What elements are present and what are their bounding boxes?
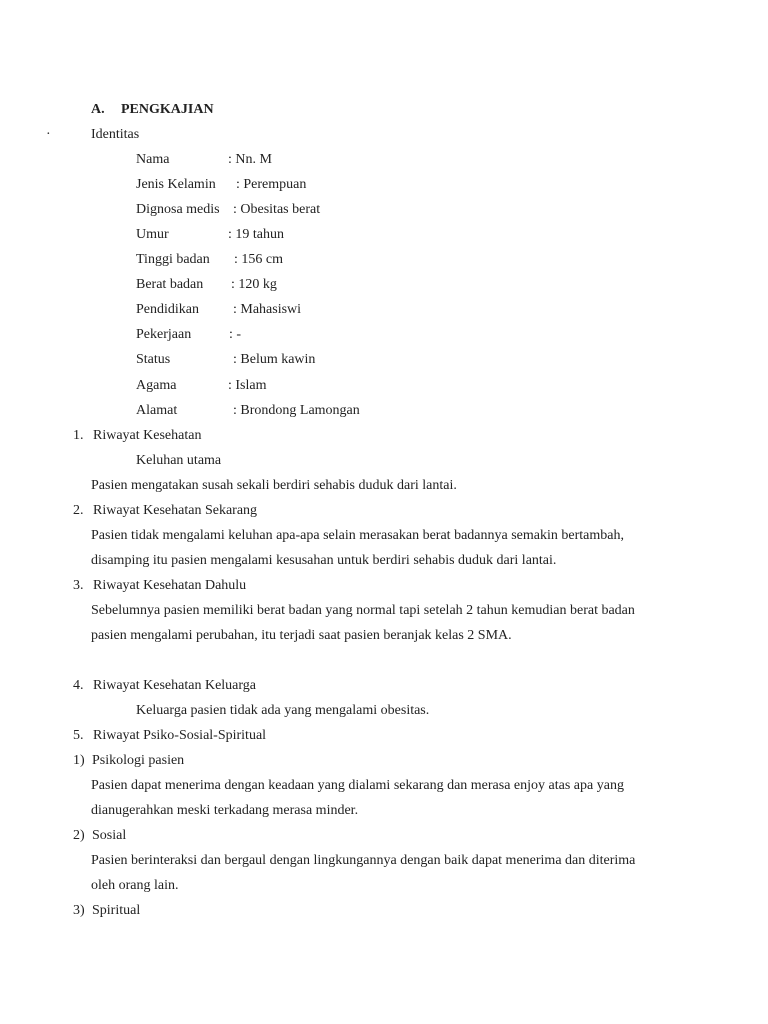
page-title: PENGKAJIAN [121,102,214,117]
section-3-number: 3. [73,578,84,593]
section-2-number: 2. [73,503,84,518]
section-4-title: Riwayat Kesehatan Keluarga [93,678,257,693]
section-4-number: 4. [73,678,84,693]
identitas-label-nama: Nama [136,152,170,167]
identitas-label-pendidikan: Pendidikan [136,302,199,317]
identitas-value-diagnosa: : Obesitas berat [233,202,321,217]
identitas-value-berat-badan: : 120 kg [231,277,277,292]
subsection-3-number: 3) [73,903,85,918]
heading-letter: A. [91,102,105,117]
subsection-2-title: Sosial [92,828,127,843]
subsection-1-text-line1: Pasien dapat menerima dengan keadaan yang dialami sekarang dan merasa enjoy atas apa yang [91,778,624,793]
subsection-2-text-line2: oleh orang lain. [91,878,179,893]
identitas-value-agama: : Islam [228,378,267,393]
section-1-subtitle: Keluhan utama [136,453,222,468]
identitas-label-alamat: Alamat [136,403,178,418]
section-1-number: 1. [73,428,84,443]
identitas-value-alamat: : Brondong Lamongan [233,403,360,418]
identitas-value-nama: : Nn. M [228,152,272,167]
identitas-bullet: · [46,127,51,142]
section-3-title: Riwayat Kesehatan Dahulu [93,578,247,593]
identitas-value-pendidikan: : Mahasiswi [233,302,302,317]
subsection-1-number: 1) [73,753,85,768]
subsection-1-title: Psikologi pasien [92,753,185,768]
section-2-text-line1: Pasien tidak mengalami keluhan apa-apa selain merasakan berat badannya semakin bertambah, [91,528,624,543]
identitas-label-jenis-kelamin: Jenis Kelamin [136,177,216,192]
section-3-text-line1: Sebelumnya pasien memiliki berat badan yang normal tapi setelah 2 tahun kemudian berat badan [91,603,635,618]
section-5-title: Riwayat Psiko-Sosial-Spiritual [93,728,267,743]
section-1-title: Riwayat Kesehatan [93,428,202,443]
subsection-1-text-line2: dianugerahkan meski terkadang merasa minder. [91,803,359,818]
identitas-label-tinggi-badan: Tinggi badan [136,252,210,267]
section-2-title: Riwayat Kesehatan Sekarang [93,503,258,518]
identitas-label-agama: Agama [136,378,177,393]
identitas-value-tinggi-badan: : 156 cm [234,252,283,267]
identitas-label-pekerjaan: Pekerjaan [136,327,192,342]
identitas-value-pekerjaan: : - [229,327,242,342]
section-3-text-line2: pasien mengalami perubahan, itu terjadi saat pasien beranjak kelas 2 SMA. [91,628,512,643]
identitas-label-berat-badan: Berat badan [136,277,204,292]
subsection-2-text-line1: Pasien berinteraksi dan bergaul dengan lingkungannya dengan baik dapat menerima dan diterima [91,853,636,868]
identitas-value-umur: : 19 tahun [228,227,284,242]
identitas-label-status: Status [136,352,171,367]
identitas-value-jenis-kelamin: : Perempuan [236,177,307,192]
section-4-text: Keluarga pasien tidak ada yang mengalami obesitas. [136,703,430,718]
section-5-number: 5. [73,728,84,743]
identitas-label-diagnosa: Dignosa medis [136,202,220,217]
subsection-2-number: 2) [73,828,85,843]
section-2-text-line2: disamping itu pasien mengalami kesusahan untuk berdiri sehabis duduk dari lantai. [91,553,557,568]
subsection-3-title: Spiritual [92,903,141,918]
identitas-value-status: : Belum kawin [233,352,316,367]
identitas-label-umur: Umur [136,227,169,242]
identitas-title: Identitas [91,127,140,142]
section-1-text: Pasien mengatakan susah sekali berdiri sehabis duduk dari lantai. [91,478,457,493]
